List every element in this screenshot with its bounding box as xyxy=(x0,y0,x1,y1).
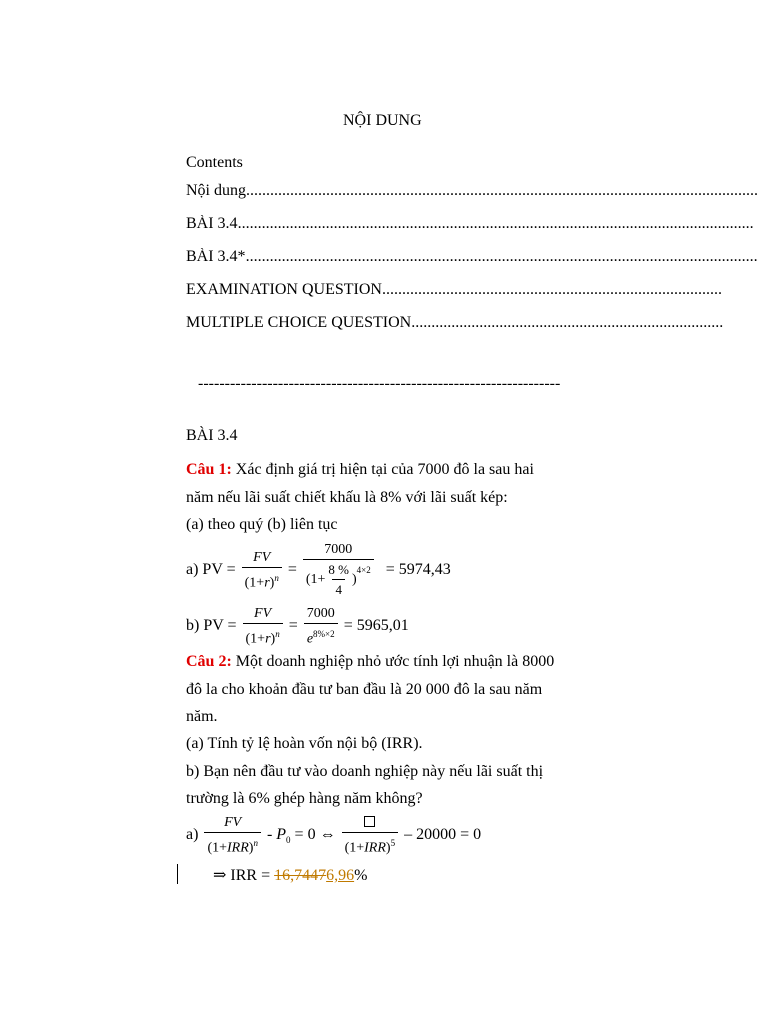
toc-item-bai-3-4-star[interactable] xyxy=(186,248,758,266)
denominator: $(1+IRR)^5$ xyxy=(342,832,399,857)
q1-formula-b xyxy=(186,604,409,648)
equals-zero-iff: = 0 ⇔ xyxy=(294,826,336,843)
fraction-7000-continuous xyxy=(304,606,338,648)
inserted-value: 6,96 xyxy=(326,867,355,884)
p-subscript: 0 xyxy=(286,835,291,846)
formula-prefix: a) xyxy=(186,826,199,843)
fraction-fv-irr xyxy=(204,815,261,857)
fraction-fv xyxy=(243,606,283,648)
q2-line3: năm. xyxy=(186,708,218,725)
q1-label: Câu 1: xyxy=(186,461,232,478)
equals-sign: = xyxy=(287,561,297,578)
q2-line2: đô la cho khoản đầu tư ban đầu là 20 000 đô la sau năm xyxy=(186,681,543,698)
numerator: 7000 xyxy=(306,605,335,621)
toc-item-noi-dung[interactable] xyxy=(186,182,758,200)
denominator: $(1+r)^n$ xyxy=(243,623,283,648)
numerator xyxy=(361,815,378,832)
text-cursor xyxy=(177,864,178,884)
toc-item-label: BÀI 3.4 xyxy=(186,215,238,232)
toc-item-multiple-choice-question[interactable] xyxy=(186,314,750,332)
formula-prefix: a) PV = xyxy=(186,561,236,578)
numerator: FV xyxy=(254,605,272,621)
formula-prefix: b) PV = xyxy=(186,617,237,634)
q1-formula-a xyxy=(186,541,451,599)
q2-formula-a xyxy=(186,813,481,862)
equals-sign: = xyxy=(288,617,298,634)
toc-item-label: BÀI 3.4* xyxy=(186,248,246,265)
fraction-7000-quarterly xyxy=(303,542,374,598)
toc-leader: ................................................................................................................................ xyxy=(245,248,758,265)
page-title: NỘI DUNG xyxy=(343,112,422,129)
toc-leader: ................................................................................................................................ xyxy=(246,182,758,199)
q1-line2: năm nếu lãi suất chiết khấu là 8% với lãi suất kép: xyxy=(186,489,508,506)
p-symbol: P xyxy=(276,826,287,843)
result-a: = 5974,43 xyxy=(385,561,451,578)
deleted-value: 16,7447 xyxy=(274,867,327,884)
toc-item-bai-3-4[interactable] xyxy=(186,215,758,233)
toc-leader: .............................................................................. xyxy=(411,314,724,331)
toc-leader: ..................................................................................... xyxy=(381,281,722,298)
q2-line4: (a) Tính tỷ lệ hoàn vốn nội bộ (IRR). xyxy=(186,735,423,752)
q2-line1 xyxy=(186,653,554,671)
toc-item-label: EXAMINATION QUESTION xyxy=(186,281,382,298)
denominator: $e^{8\%\times 2}$ xyxy=(304,623,338,648)
toc-leader: ................................................................................................................................. xyxy=(237,215,754,232)
q2-text: Một doanh nghiệp nhỏ ước tính lợi nhuận là 8000 xyxy=(231,653,555,670)
result-b: = 5965,01 xyxy=(343,617,409,634)
fraction-fv xyxy=(242,550,282,592)
denominator: $(1+r)^n$ xyxy=(242,567,282,592)
result-prefix: ⇒ IRR = xyxy=(213,867,271,884)
numerator: 7000 xyxy=(324,542,353,558)
fraction-8pct-over-4: $\frac{8 \%}{4}$ xyxy=(328,562,349,598)
q1-line3: (a) theo quý (b) liên tục xyxy=(186,516,338,533)
denominator: $(1+IRR)^n$ xyxy=(204,832,261,857)
percent-sign: % xyxy=(354,867,368,884)
q2-irr-result xyxy=(213,865,367,885)
separator-line: -------------------------------------------------------------------- xyxy=(198,375,561,392)
fraction-placeholder-irr xyxy=(342,815,399,857)
q2-line6: trường là 6% ghép hàng năm không? xyxy=(186,790,423,807)
q2-line5: b) Bạn nên đầu tư vào doanh nghiệp này nếu lãi suất thị xyxy=(186,763,544,780)
numerator: FV xyxy=(253,549,271,565)
toc-item-examination-question[interactable] xyxy=(186,281,750,299)
q1-text: Xác định giá trị hiện tại của 7000 đô la sau hai xyxy=(231,461,534,478)
denominator: (1+ $\frac{8 \%}{4}$ ) 4×2 xyxy=(303,559,374,598)
minus-sign: - xyxy=(266,826,273,843)
numerator: FV xyxy=(224,814,242,830)
q2-label: Câu 2: xyxy=(186,653,232,670)
toc-item-label: MULTIPLE CHOICE QUESTION xyxy=(186,314,412,331)
toc-item-label: Nội dung xyxy=(186,182,246,199)
minus-20000: – 20000 = 0 xyxy=(404,826,482,843)
toc-heading: Contents xyxy=(186,154,243,171)
q1-line1 xyxy=(186,461,534,479)
placeholder-box-icon xyxy=(364,816,375,827)
section-title: BÀI 3.4 xyxy=(186,427,238,444)
